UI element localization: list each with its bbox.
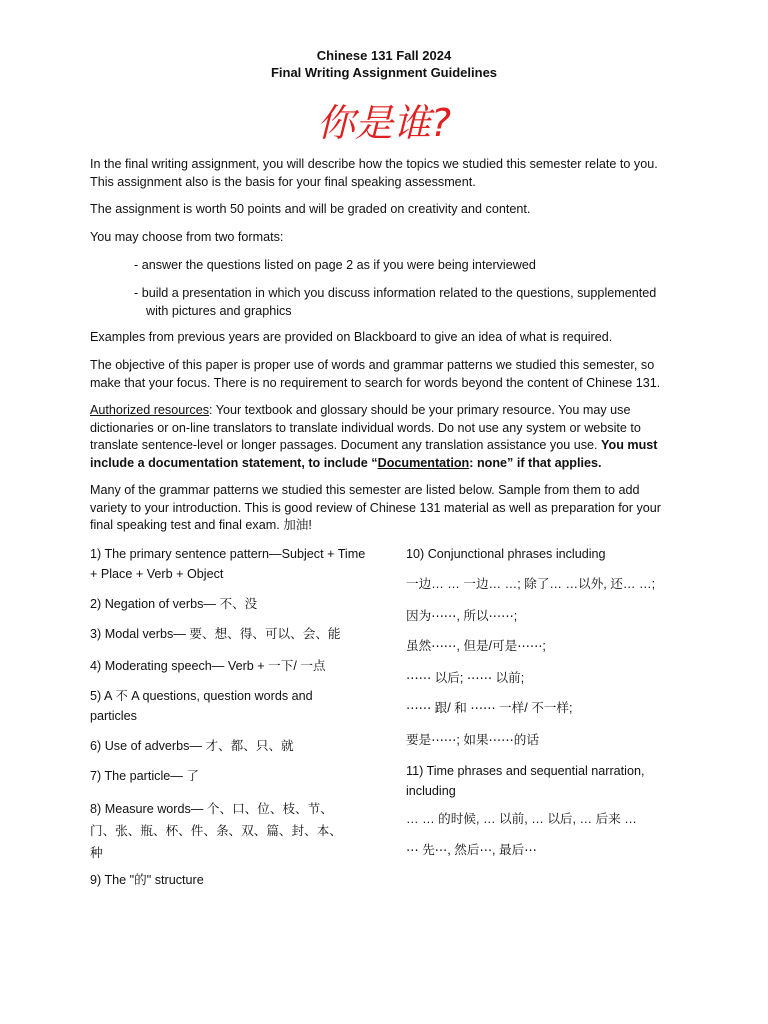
- documentation-word: Documentation: [377, 455, 470, 470]
- list-item: ⋯⋯ 跟/ 和 ⋯⋯ 一样/ 不一样;: [406, 701, 573, 715]
- bullet-line-1: - build a presentation in which you discuss information related to the questions, supplemented: [134, 286, 657, 300]
- list-item: 因为⋯⋯, 所以⋯⋯;: [406, 609, 518, 623]
- bullet-line-2: with pictures and graphics: [146, 303, 292, 318]
- authorized-resources-paragraph: [90, 402, 680, 472]
- documentation-requirement: You must include a documentation statement, to include “: [90, 438, 658, 470]
- list-item: 一边… … 一边… …; 除了… …以外, 还… …;: [406, 577, 656, 591]
- grammar-list-right: [406, 544, 686, 864]
- list-item: 虽然⋯⋯, 但是/可是⋯⋯;: [406, 639, 546, 653]
- list-item: 10) Conjunctional phrases including: [406, 547, 606, 561]
- intro-paragraph: In the final writing assignment, you will describe how the topics we studied this semester relate to you. This assignment also is the basis for your final speaking assessment.: [90, 157, 658, 189]
- list-item: 7) The particle— 了: [90, 769, 199, 783]
- assignment-heading: Final Writing Assignment Guidelines: [270, 65, 498, 80]
- list-item: ⋯ 先⋯, 然后⋯, 最后⋯: [406, 843, 537, 857]
- list-item: 2) Negation of verbs— 不、没: [90, 597, 258, 611]
- authorized-resources-text: : Your textbook and glossary should be your primary resource. You may use dictionaries or on-line translators to translate individual words. Do not use any system or website to translate sentence-level or longer passages. Document any translation assistance you use.: [90, 403, 641, 452]
- list-item: 8) Measure words— 个、口、位、枝、节、门、张、瓶、杯、件、条、双、篇、封、本、种: [90, 802, 342, 860]
- page-title: 你是谁?: [316, 101, 452, 145]
- list-item: … … 的时候, … 以前, … 以后, … 后来 …: [406, 812, 637, 826]
- objective-paragraph: The objective of this paper is proper use of words and grammar patterns we studied this semester, so make that your focus. There is no requirement to search for words beyond the content of Chinese 131.: [90, 358, 661, 390]
- list-item: 要是⋯⋯; 如果⋯⋯的话: [406, 733, 539, 747]
- grammar-list-left: [90, 544, 380, 904]
- list-item: 6) Use of adverbs— 才、都、只、就: [90, 739, 294, 753]
- list-item: 5) A 不 A questions, question words and particles: [90, 689, 313, 723]
- list-item: 9) The "的" structure: [90, 873, 204, 887]
- format-bullet-interview: - answer the questions listed on page 2 as if you were being interviewed: [134, 258, 536, 272]
- list-item: 4) Moderating speech— Verb + 一下/ 一点: [90, 659, 326, 673]
- list-item: 1) The primary sentence pattern—Subject + Time + Place + Verb + Object: [90, 547, 366, 581]
- list-item: 11) Time phrases and sequential narration, including: [406, 764, 645, 798]
- list-item: 3) Modal verbs— 要、想、得、可以、会、能: [90, 627, 341, 641]
- worth-paragraph: The assignment is worth 50 points and will be graded on creativity and content.: [90, 202, 531, 216]
- documentation-requirement-end: : none” if that applies.: [469, 455, 602, 470]
- course-heading: Chinese 131 Fall 2024: [316, 48, 452, 63]
- list-item: ⋯⋯ 以后; ⋯⋯ 以前;: [406, 671, 525, 685]
- examples-paragraph: Examples from previous years are provided on Blackboard to give an idea of what is required.: [90, 330, 613, 344]
- grammar-intro-paragraph: Many of the grammar patterns we studied this semester are listed below. Sample from them to add variety to your introduction. This is good review of Chinese 131 material as well as preparation for your final speaking test and final exam. 加油!: [90, 483, 661, 532]
- formats-paragraph: You may choose from two formats:: [90, 230, 284, 244]
- authorized-resources-label: Authorized resources: [90, 403, 210, 417]
- format-bullet-presentation: [134, 285, 679, 320]
